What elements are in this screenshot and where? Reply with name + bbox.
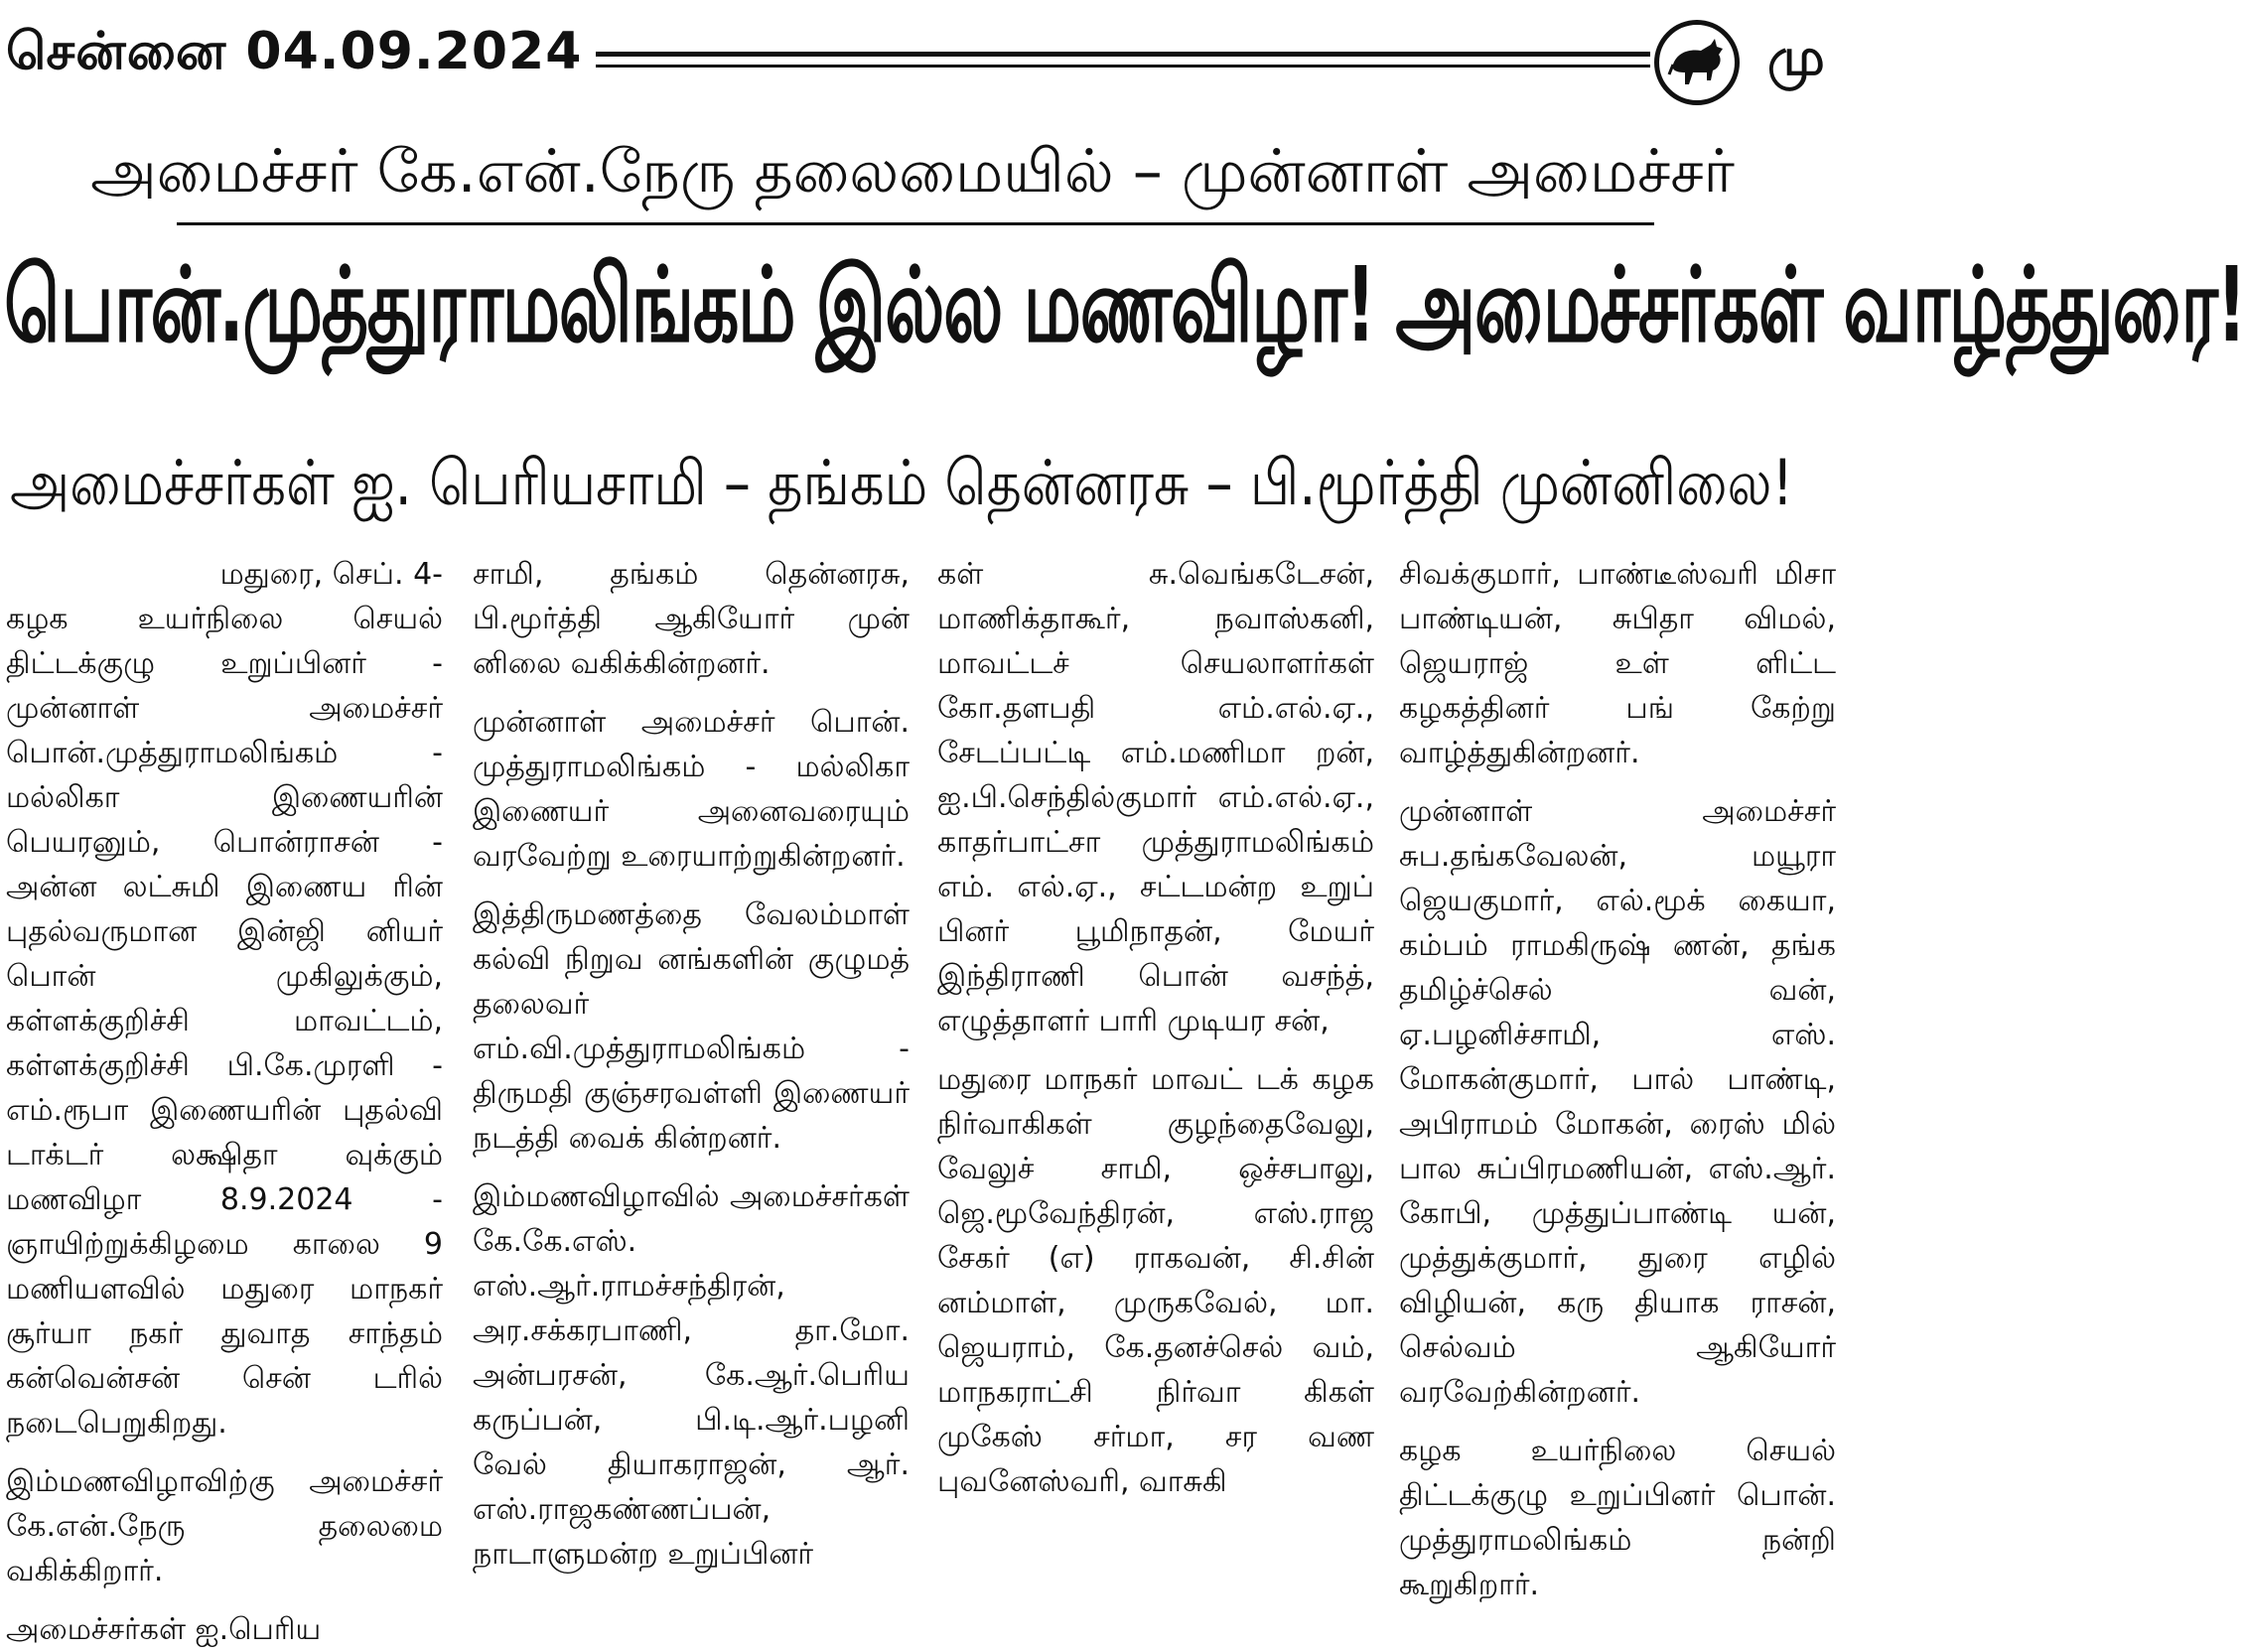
paragraph: சாமி, தங்கம் தென்னரசு, பி.மூர்த்தி ஆகியோர் முன் னிலை வகிக்கின்றனர். xyxy=(473,557,910,681)
article-column-2 xyxy=(473,552,910,1577)
paragraph: இம்மணவிழாவில் அமைச்சர்கள் கே.கே.எஸ். எஸ்.ஆர்.ராமச்சந்திரன், அர.சக்கரபாணி, தா.மோ. அன்பரசன், கே.ஆர்.பெரிய கருப்பன், பி.டி.ஆர்.பழனி வேல் தியாகராஜன், ஆர். எஸ்.ராஜகண்ணப்பன், நாடாளுமன்ற உறுப்பினர் xyxy=(473,1179,910,1572)
paragraph: முன்னாள் அமைச்சர் சுப.தங்கவேலன், மயூரா ஜெயகுமார், எல்.மூக் கையா, கம்பம் ராமகிருஷ் ணன், தங்க தமிழ்ச்செல் வன், ஏ.பழனிச்சாமி, எஸ். மோகன்குமார், பால் பாண்டி, அபிராமம் மோகன், ரைஸ் மில் பால சுப்பிரமணியன், எஸ்.ஆர். கோபி, முத்துப்பாண்டி யன், முத்துக்குமார், துரை எழில் விழியன், கரு தியாக ராசன், செல்வம் ஆகியோர் வரவேற்கின்றனர். xyxy=(1399,794,1836,1410)
paragraph: முன்னாள் அமைச்சர் பொன். முத்துராமலிங்கம் - மல்லிகா இணையர் அனைவரையும் வரவேற்று உரையாற்றுகின்றனர். xyxy=(473,705,910,874)
kicker-underline xyxy=(177,222,1654,225)
subheadline: அமைச்சர்கள் ஐ. பெரியசாமி – தங்கம் தென்னரசு – பி.மூர்த்தி முன்னிலை! xyxy=(10,447,1794,519)
kicker-headline: அமைச்சர் கே.என்.நேரு தலைமையில் – முன்னாள் அமைச்சர் xyxy=(90,137,1735,206)
paragraph: கழக உயர்நிலை செயல் திட்டக்குழு உறுப்பினர் - முன்னாள் அமைச்சர் பொன்.முத்துராமலிங்கம் - மல்லிகா இணையரின் பெயரனும், பொன்ராசன் - அன்ன லட்சுமி இணைய ரின் புதல்வருமான இன்ஜி னியர் பொன் முகிலுக்கும், கள்ளக்குறிச்சி மாவட்டம், கள்ளக்குறிச்சி பி.கே.முரளி - எம்.ரூபா இணையரின் புதல்வி டாக்டர் லக்ஷிதா வுக்கும் மணவிழா 8.9.2024 - ஞாயிற்றுக்கிழமை காலை 9 மணியளவில் மதுரை மாநகர் சூர்யா நகர் துவாத சாந்தம் கன்வென்சன் சென் டரில் நடைபெறுகிறது. xyxy=(6,602,443,1441)
paper-initial: மு xyxy=(1767,28,1825,87)
paragraph: கள் சு.வெங்கடேசன், மாணிக்தாகூர், நவாஸ்கனி, மாவட்டச் செயலாளர்கள் கோ.தளபதி எம்.எல்.ஏ., சேடப்பட்டி எம்.மணிமா றன், ஐ.பி.செந்தில்குமார் எம்.எல்.ஏ., காதர்பாட்சா முத்துராமலிங்கம் எம். எல்.ஏ., சட்டமன்ற உறுப் பினர் பூமிநாதன், மேயர் இந்திராணி பொன் வசந்த், எழுத்தாளர் பாரி முடியர சன், xyxy=(937,557,1374,1038)
paragraph: சிவக்குமார், பாண்டீஸ்வரி மிசா பாண்டியன், சுபிதா விமல், ஜெயராஜ் உள் ளிட்ட கழகத்தினர் பங் கேற்று வாழ்த்துகின்றனர். xyxy=(1399,557,1836,770)
paragraph: மதுரை மாநகர் மாவட் டக் கழக நிர்வாகிகள் குழந்தைவேலு, வேலுச் சாமி, ஒச்சபாலு, ஜெ.மூவேந்திரன், எஸ்.ராஜ சேகர் (எ) ராகவன், சி.சின் னம்மாள், முருகவேல், மா. ஜெயராம், கே.தனச்செல் வம், மாநகராட்சி நிர்வா கிகள் முகேஸ் சர்மா, சர வண புவனேஸ்வரி, வாசுகி xyxy=(937,1062,1374,1499)
article-column-3 xyxy=(937,552,1374,1504)
article-column-4 xyxy=(1399,552,1836,1607)
paragraph: இத்திருமணத்தை வேலம்மாள் கல்வி நிறுவ னங்களின் குழுமத் தலைவர் எம்.வி.முத்துராமலிங்கம் - திருமதி குஞ்சரவள்ளி இணையர் நடத்தி வைக் கின்றனர். xyxy=(473,897,910,1156)
article-column-1 xyxy=(6,552,443,1652)
bull-icon xyxy=(1654,20,1740,105)
city-date: சென்னை 04.09.2024 xyxy=(6,22,583,81)
paragraph: இம்மணவிழாவிற்கு அமைச்சர் கே.என்.நேரு தலைமை வகிக்கிறார். xyxy=(6,1464,443,1588)
masthead-double-rule xyxy=(596,52,1650,68)
paragraph: அமைச்சர்கள் ஐ.பெரிய xyxy=(6,1612,322,1647)
main-headline: பொன்.முத்துராமலிங்கம் இல்ல மணவிழா! அமைச்சர்கள் வாழ்த்துரை! xyxy=(4,244,2245,365)
article-body xyxy=(6,552,1836,1647)
paragraph: கழக உயர்நிலை செயல் திட்டக்குழு உறுப்பினர் பொன். முத்துராமலிங்கம் நன்றி கூறுகிறார். xyxy=(1399,1434,1836,1602)
dateline: மதுரை, செப். 4- xyxy=(219,557,443,592)
masthead xyxy=(0,0,1825,109)
